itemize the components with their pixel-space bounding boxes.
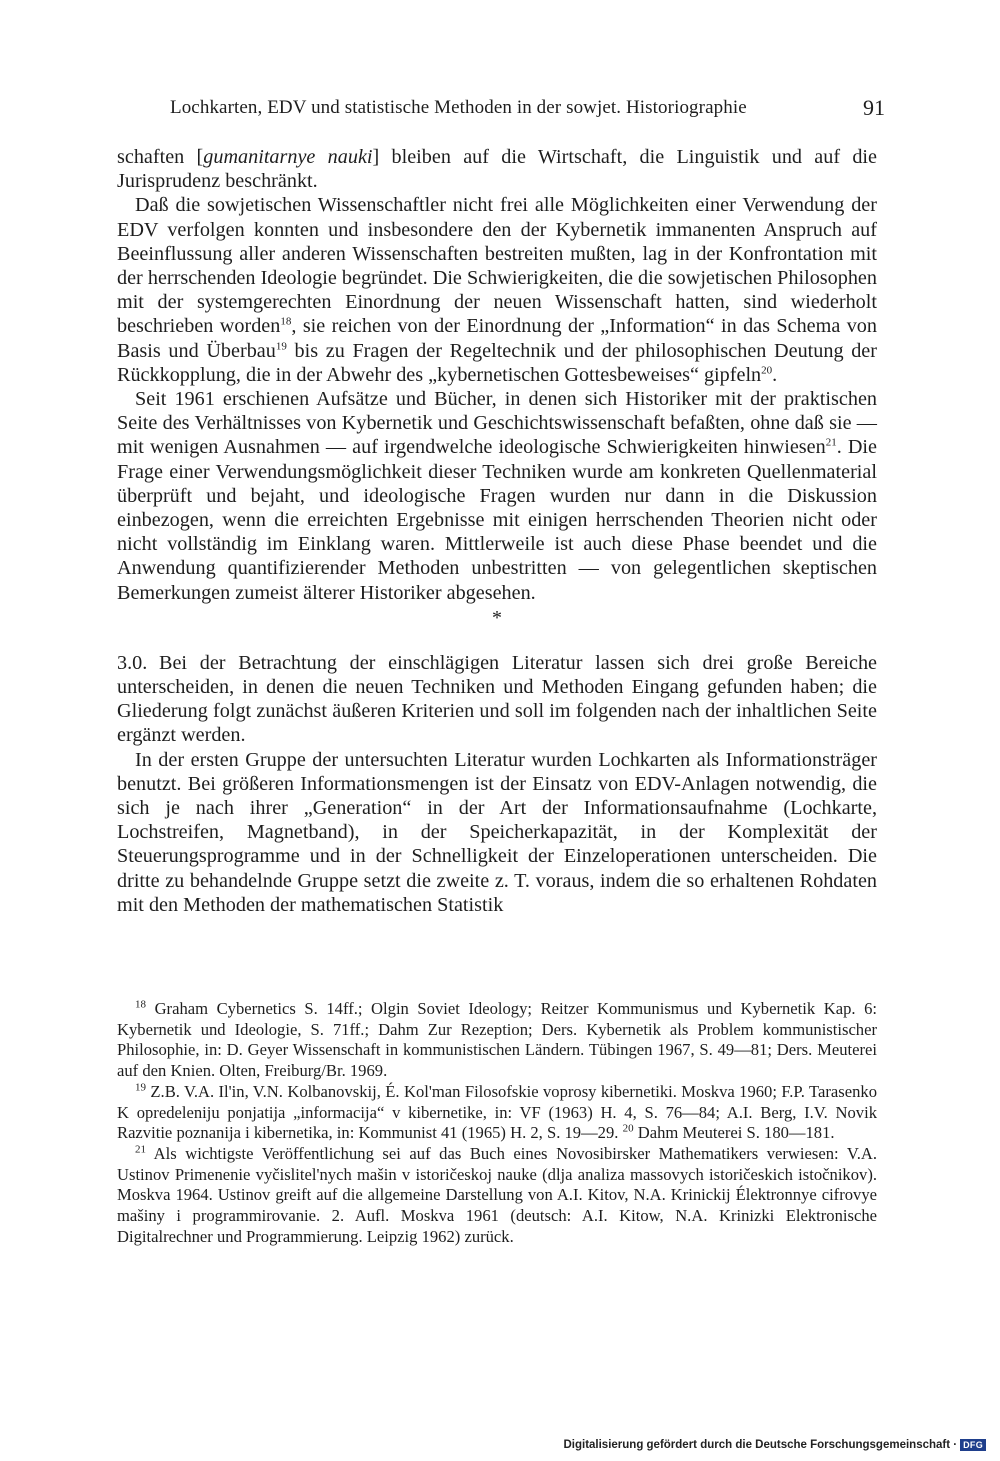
footnote-text: Z.B. V.A. Il'in, V.N. Kolbanovskij, É. Kol'man Filosofskie voprosy kibernetiki. Moskva 1960; F.P. Tarasenko K opredeleniju ponjatija „informacija“ v kibernetike, in: VF (1963) H. 4, S. 76—84; A.I. Berg, I.V. Novik Razvitie poznanija i kibernetika, in: Kommunist 41 (1965) H. 2, S. 19—29.: [117, 1081, 877, 1143]
footnote-ref-20: 20: [761, 364, 773, 377]
section-number: 3.0.: [117, 651, 148, 674]
text-run: .: [772, 363, 778, 386]
page-number: 91: [863, 95, 885, 120]
footnote-number: 19: [135, 1081, 146, 1094]
text-run: Daß die sowjetischen Wissenschaftler nicht frei alle Möglichkeiten einer Verwendung der EDV verfolgen konnten und insbesondere den der Kybernetik immanenten Anspruch auf Beeinflussung aller anderen Wissenschaften bestreiten mußten, lag in der Konfrontation mit der herrschenden Ideologie begründet. Die Schwierigkeiten, die die sowjetischen Philosophen mit der systemgerechten Einordnung der neuen Wissenschaft hatten, sind wiederholt beschrieben worden: [117, 194, 877, 338]
main-text: [117, 145, 877, 917]
footnote-ref-19: 19: [275, 339, 287, 352]
running-header: [170, 95, 885, 125]
footnote-number: 20: [622, 1122, 634, 1135]
footnotes: [117, 999, 877, 1247]
digitization-credit: [563, 1439, 986, 1451]
footnote-18: [117, 999, 877, 1082]
text-run: , sie reichen von der Einordnung der „Information“ in das Schema von Basis und Überbau: [117, 315, 877, 362]
footnote-ref-18: 18: [280, 315, 292, 328]
text-run: ] bleiben auf die Wirtschaft, die Linguistik und auf die Jurisprudenz beschränkt.: [117, 146, 877, 193]
paragraph-2: [117, 193, 877, 387]
italic-term: gumanitarnye nauki: [203, 146, 373, 168]
text-run: bis zu Fragen der Regeltechnik und der philosophischen Deutung der Rückkopplung, die in der Abwehr des „kybernetischen Gottesbeweises“ gipfeln: [117, 339, 877, 386]
section-separator: *: [492, 606, 502, 629]
text-run: schaften [: [117, 146, 204, 168]
text-run: . Die Frage einer Verwendungsmöglichkeit dieser Techniken wurde am konkreten Quellenmaterial überprüft und bejaht, und ideologische Fragen wurden nur dann in die Diskussion einbezogen, wenn die erreichten Ergebnisse mit einigen herrschenden Theorien nicht oder nicht vollständig im Einklang waren. Mittlerweile ist auch diese Phase beendet und die Anwendung quantifizierender Methoden unbestritten — von gelegentlichen skeptischen Bemerkungen zumeist älterer Historiker abgesehen.: [117, 436, 877, 604]
footnote-number: 21: [135, 1143, 146, 1156]
credit-text: Digitalisierung gefördert durch die Deutsche Forschungsgemeinschaft ·: [563, 1439, 958, 1451]
footnote-19: [117, 1082, 877, 1144]
footnote-text: Als wichtigste Veröffentlichung sei auf das Buch eines Novosibirsker Mathematikers verwiesen: V.A. Ustinov Primenenie vyčislitel'nych mašin v istoričeskoj nauke (dlja analiza massovych istoričeskich istočnikov). Moskva 1964. Ustinov greift auf die allgemeine Darstellung von A.I. Kitov, N.A. Krinickij Élektronnye cifrovye mašiny i programmirovanie. 2. Aufl. Moskva 1961 (deutsch: A.I. Kitow, N.A. Krinizki Elektronische Digitalrechner und Programmierung. Leipzig 1962) zurück.: [117, 1143, 878, 1246]
paragraph-4: [117, 651, 877, 748]
footnote-21: [117, 1144, 877, 1248]
dfg-logo: DFG: [960, 1439, 986, 1451]
paragraph-5: In der ersten Gruppe der untersuchten Literatur wurden Lochkarten als Informationsträger benutzt. Bei größeren Informationsmengen ist der Einsatz von EDV-Anlagen notwendig, die sich je nach ihrer „Generation“ in der Art der Informationsaufnahme (Lochkarte, Lochstreifen, Magnetband), in der Speicherkapazität, in der Komplexität der Steuerungsprogramme und in der Schnelligkeit der Einzeloperationen unterscheiden. Die dritte zu behandelnde Gruppe setzt die zweite z. T. voraus, indem die so erhaltenen Rohdaten mit den Methoden der mathematischen Statistik: [117, 748, 877, 916]
footnote-ref-21: 21: [825, 436, 837, 449]
footnote-text: Graham Cybernetics S. 14ff.; Olgin Soviet Ideology; Reitzer Kommunismus und Kybernetik Kap. 6: Kybernetik und Ideologie, S. 71ff.; Dahm Zur Rezeption; Ders. Kybernetik als Problem kommunistischer Philosophie, in: D. Geyer Wissenschaft in kommunistischen Ländern. Tübingen 1967, S. 49—81; Ders. Meuterei auf den Knien. Olten, Freiburg/Br. 1969.: [117, 999, 877, 1081]
text-run: Seit 1961 erschienen Aufsätze und Bücher, in denen sich Historiker mit der praktischen Seite des Verhältnisses von Kybernetik und Geschichtswissenschaft befaßten, ohne daß sie — mit wenigen Ausnahmen — auf irgendwelche ideologische Schwierigkeiten hinwiesen: [117, 388, 877, 459]
text-run: Bei der Betrachtung der einschlägigen Literatur lassen sich drei große Bereiche unterscheiden, in denen die neuen Techniken und Methoden Eingang gefunden haben; die Gliederung folgt zunächst äußeren Kriterien und soll im folgenden nach der inhaltlichen Seite ergänzt werden.: [117, 651, 877, 747]
paragraph-3: [117, 387, 877, 605]
footnote-number: 18: [135, 998, 146, 1011]
paragraph-1: [117, 145, 877, 193]
running-title: Lochkarten, EDV und statistische Methoden in der sowjet. Historiographie: [170, 97, 747, 118]
footnote-text: Dahm Meuterei S. 180—181.: [637, 1123, 835, 1143]
